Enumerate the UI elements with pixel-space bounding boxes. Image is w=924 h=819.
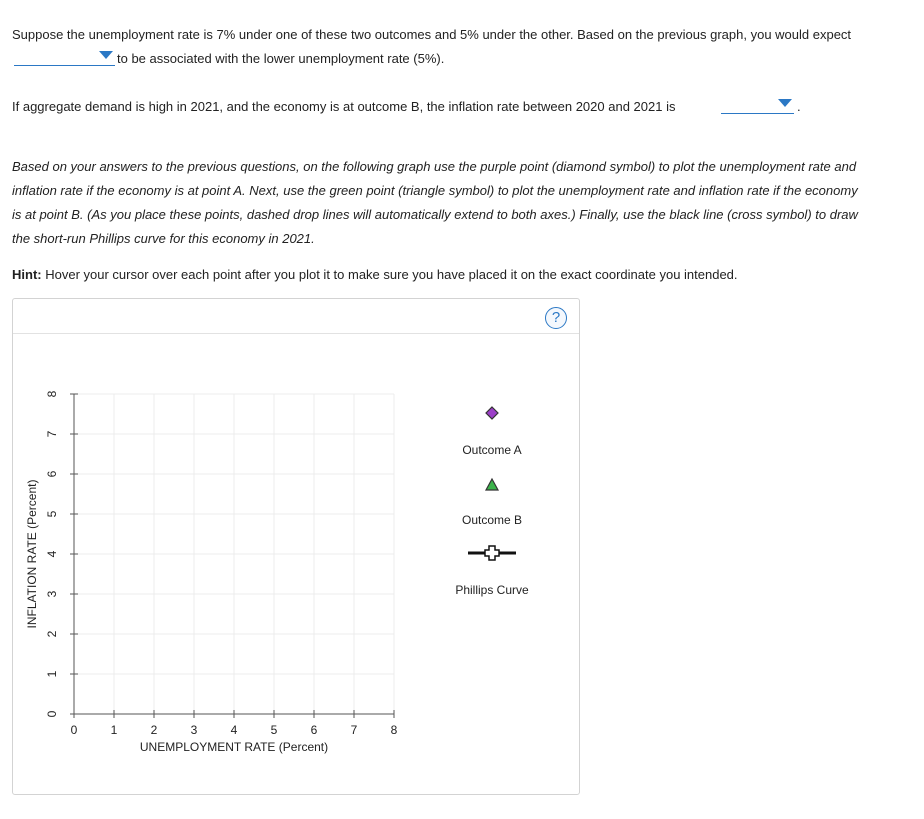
y-axis-label: INFLATION RATE (Percent) xyxy=(25,479,39,629)
y-tick-label: 6 xyxy=(45,470,59,478)
instructions-line2: inflation rate if the economy is at point A. Next, use the green point (triangle symbol) to plot the unemployment rate and inflation rate if the economy xyxy=(12,183,858,198)
legend-label-outcome-b: Outcome B xyxy=(461,513,523,527)
hint-label: Hint: xyxy=(12,267,42,282)
triangle-icon[interactable] xyxy=(486,479,498,490)
x-tick-label: 3 xyxy=(190,723,198,737)
question2-period: . xyxy=(797,99,801,114)
hint-text: Hover your cursor over each point after you plot it to make sure you have placed it on the exact coordinate you intended. xyxy=(45,267,738,282)
y-tick-label: 7 xyxy=(45,430,59,438)
x-tick-label: 8 xyxy=(390,723,398,737)
y-tick-label: 1 xyxy=(45,670,59,678)
x-tick-label: 7 xyxy=(350,723,358,737)
help-icon[interactable]: ? xyxy=(545,307,567,329)
question2-text: If aggregate demand is high in 2021, and the economy is at outcome B, the inflation rate between 2020 and 2021 is xyxy=(12,99,676,114)
x-tick-label: 0 xyxy=(70,723,78,737)
cross-icon[interactable] xyxy=(485,546,499,560)
axes xyxy=(45,390,398,737)
legend-label-outcome-a: Outcome A xyxy=(462,443,522,457)
instructions-line3: is at point B. (As you place these points, dashed drop lines will automatically extend to both axes.) Finally, use the black line (cross symbol) to draw xyxy=(12,207,858,222)
y-tick-label: 3 xyxy=(45,590,59,598)
diamond-icon[interactable] xyxy=(486,407,498,419)
y-tick-label: 4 xyxy=(45,550,59,558)
legend-outcome-b[interactable] xyxy=(462,479,522,527)
y-tick-label: 8 xyxy=(45,390,59,398)
instructions-line4: the short-run Phillips curve for this economy in 2021. xyxy=(12,231,315,246)
x-tick-label: 1 xyxy=(110,723,118,737)
y-tick-label: 2 xyxy=(45,630,59,638)
question1-line1: Suppose the unemployment rate is 7% under one of these two outcomes and 5% under the other. Based on the previous graph, you would expect xyxy=(12,27,852,42)
legend-outcome-a[interactable] xyxy=(462,407,521,457)
x-tick-label: 6 xyxy=(310,723,318,737)
question1-line2: to be associated with the lower unemployment rate (5%). xyxy=(117,51,445,66)
grid xyxy=(74,394,394,714)
y-tick-label: 0 xyxy=(45,710,59,718)
legend-label-phillips-curve: Phillips Curve xyxy=(455,583,529,597)
legend-phillips-curve[interactable] xyxy=(455,546,529,597)
x-axis-label: UNEMPLOYMENT RATE (Percent) xyxy=(139,740,329,754)
x-tick-label: 5 xyxy=(270,723,278,737)
y-tick-label: 5 xyxy=(45,510,59,518)
x-tick-label: 4 xyxy=(230,723,238,737)
instructions-line1: Based on your answers to the previous questions, on the following graph use the purple point (diamond symbol) to plot the unemployment rate and xyxy=(12,159,857,174)
x-tick-label: 2 xyxy=(150,723,158,737)
